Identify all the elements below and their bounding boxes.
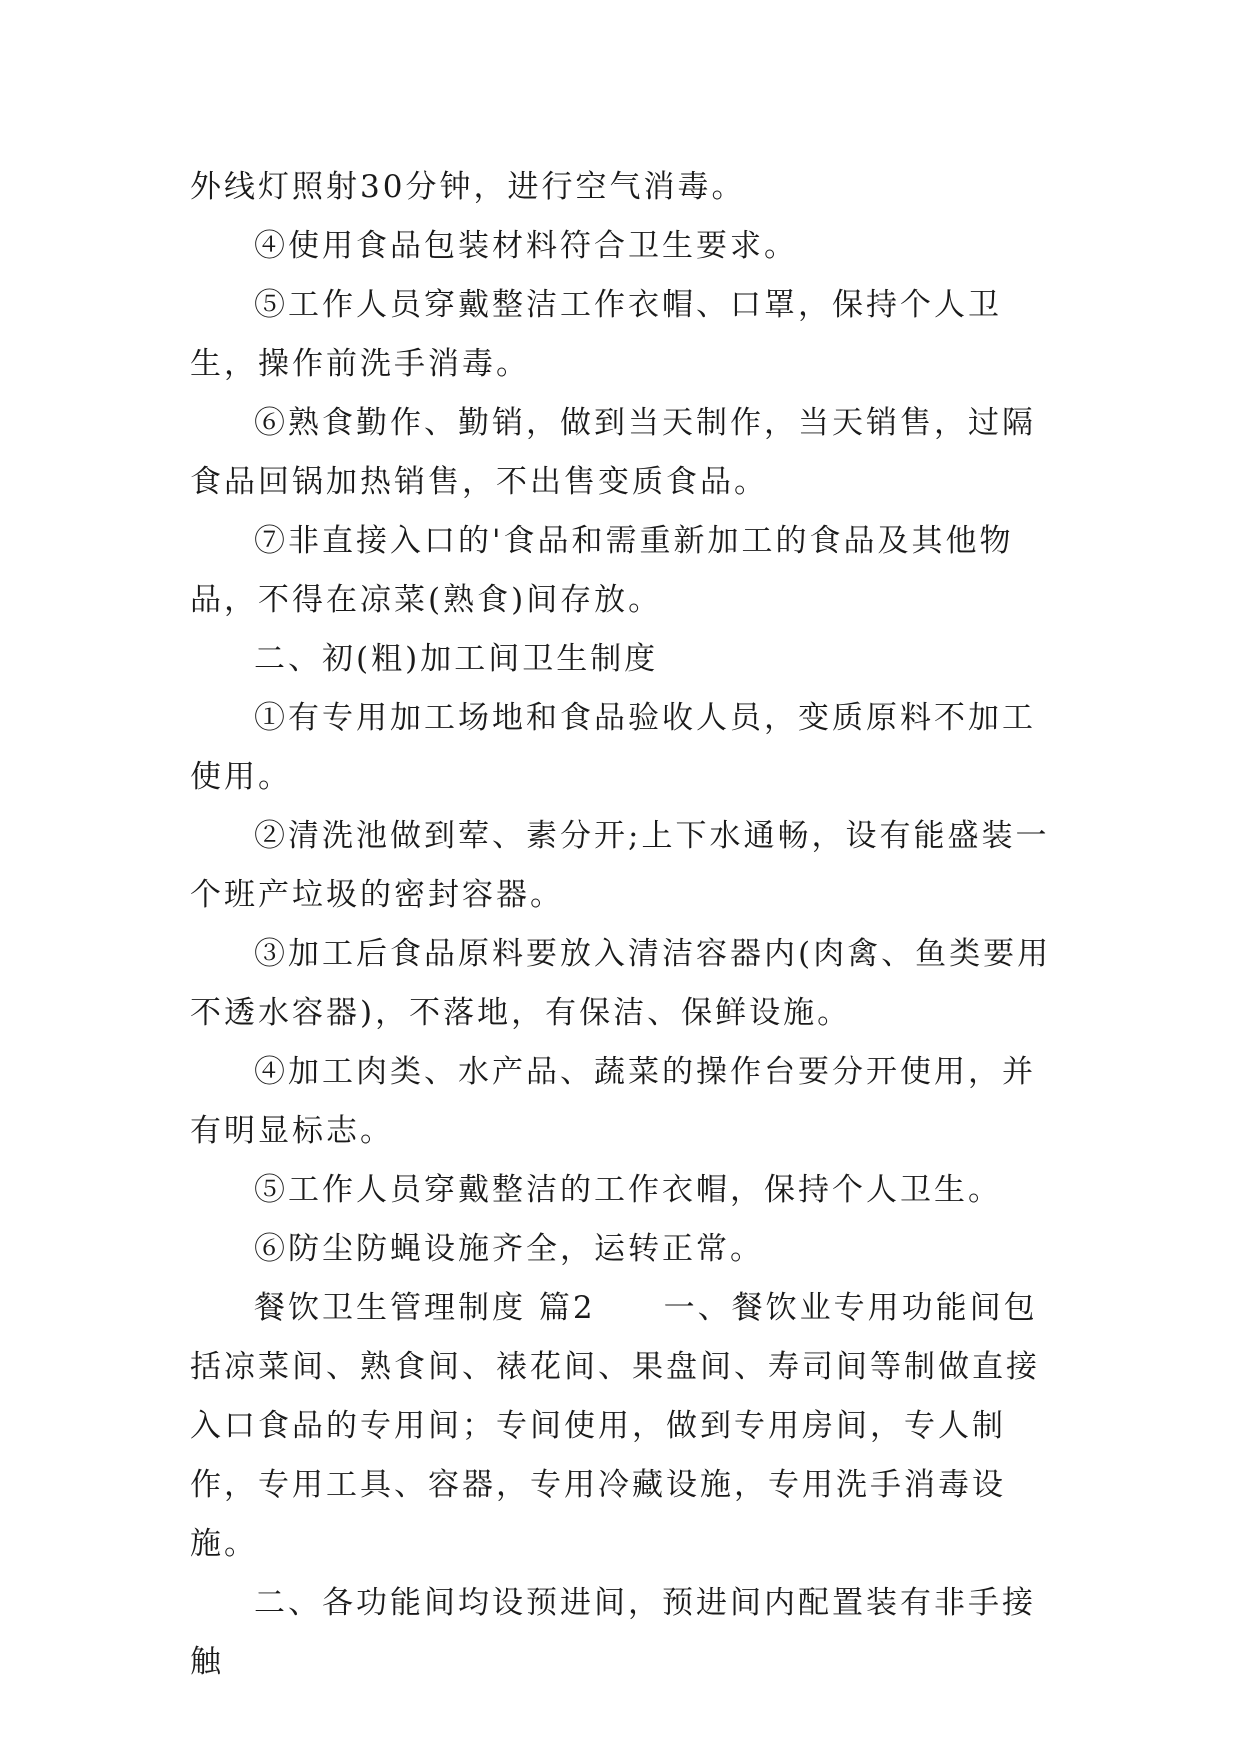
paragraph: ②清洗池做到荤、素分开;上下水通畅，设有能盛装一个班产垃圾的密封容器。 [190, 818, 1050, 913]
paragraph: ④加工肉类、水产品、蔬菜的操作台要分开使用，并有明显标志。 [190, 1054, 1036, 1149]
paragraph: 外线灯照射30分钟，进行空气消毒。 [190, 169, 746, 205]
paragraph: ③加工后食品原料要放入清洁容器内(肉禽、鱼类要用不透水容器)，不落地，有保洁、保鲜设施。 [190, 936, 1052, 1031]
section-heading: 二、初(粗)加工间卫生制度 [254, 641, 659, 677]
paragraph: ⑦非直接入口的'食品和需重新加工的食品及其他物品，不得在凉菜(熟食)间存放。 [190, 523, 1014, 618]
paragraph: ⑥熟食勤作、勤销，做到当天制作，当天销售，过隔食品回锅加热销售，不出售变质食品。 [190, 405, 1036, 500]
paragraph: 二、各功能间均设预进间，预进间内配置装有非手接触 [190, 1585, 1036, 1680]
paragraph: ⑤工作人员穿戴整洁的工作衣帽，保持个人卫生。 [254, 1172, 1002, 1208]
paragraph: ⑥防尘防蝇设施齐全，运转正常。 [254, 1231, 764, 1267]
document-body [190, 158, 1052, 1692]
paragraph: ①有专用加工场地和食品验收人员，变质原料不加工使用。 [190, 700, 1036, 795]
paragraph: ④使用食品包装材料符合卫生要求。 [254, 228, 798, 264]
paragraph: ⑤工作人员穿戴整洁工作衣帽、口罩，保持个人卫生，操作前洗手消毒。 [190, 287, 1002, 382]
paragraph: 餐饮卫生管理制度 篇2 一、餐饮业专用功能间包括凉菜间、熟食间、裱花间、果盘间、寿司间等制做直接入口食品的专用间；专间使用，做到专用房间，专人制作，专用工具、容器，专用冷藏设施，专用洗手消毒设施。 [190, 1290, 1040, 1562]
